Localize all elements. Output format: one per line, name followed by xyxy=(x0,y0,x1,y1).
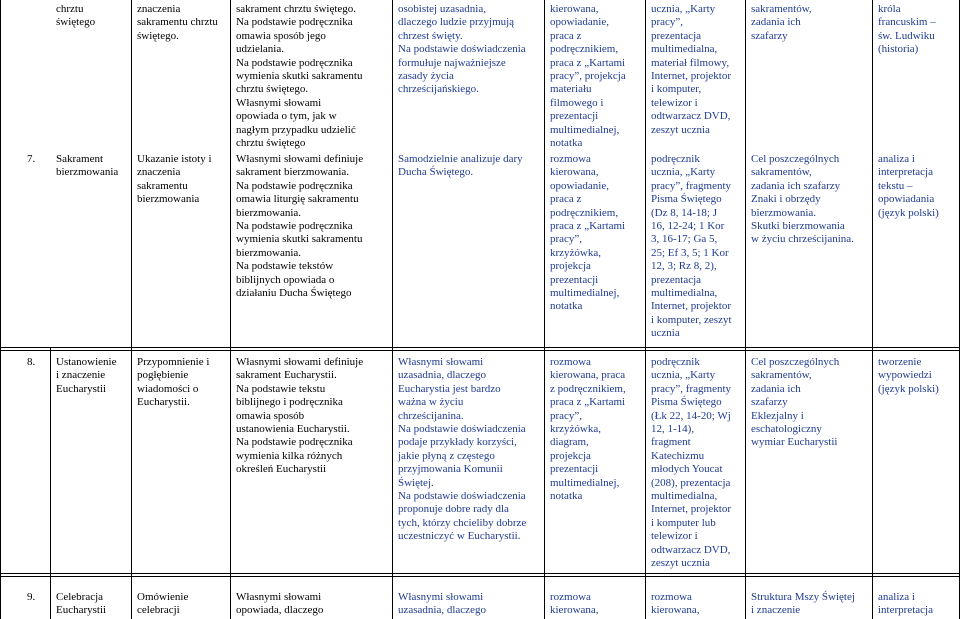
row-9-subject: Celebracja Eucharystii xyxy=(56,591,107,617)
row-7-basic-requirements: Własnymi słowami definiuje sakrament bierzmowania. Na podstawie podręcznika omawia liturgię sakramentu bierzmowania. Na podstawie podręcznika wymienia skutki sakramentu bierzmowania. Na podstawie tekstów biblijnych opowiada o działaniu Ducha Świętego xyxy=(236,153,364,300)
row-7-number: 7. xyxy=(27,153,36,165)
grid-line-vertical xyxy=(131,0,132,619)
row-7-subject: Sakrament bierzmowania xyxy=(56,153,119,179)
row-9-core-curriculum: Struktura Mszy Świętej i znaczenie xyxy=(751,591,855,617)
grid-line-vertical xyxy=(0,0,1,619)
row-8-materials: podręcznik ucznia, „Karty pracy”, fragmenty Pisma Świętego (Łk 22, 14-20; Wj 12, 1-14), fragment Katechizmu młodych Youcat (208), prezentacja multimedialna, Internet, projektor i komputer lub telewizor i odtwarzacz DVD, zeszyt ucznia xyxy=(651,356,732,570)
row-7-core-curriculum: Cel poszczególnych sakramentów, zadania ich szafarzy Znaki i obrzędy bierzmowania. Skutki bierzmowania w życiu chrześcijanina. xyxy=(751,153,854,246)
grid-line-vertical xyxy=(392,0,393,619)
row-8-objective: Przypomnienie i pogłębienie wiadomości o Eucharystii. xyxy=(137,356,210,409)
row-8-core-curriculum: Cel poszczególnych sakramentów, zadania ich szafarzy Eklezjalny i eschatologiczny wymiar Eucharystii xyxy=(751,356,840,449)
row-9-interdisciplinary: analiza i interpretacja xyxy=(878,591,933,617)
row-9-extended-requirements: Własnymi słowami uzasadnia, dlaczego xyxy=(398,591,486,617)
row-8-subject: Ustanowienie i znaczenie Eucharystii xyxy=(56,356,117,395)
grid-line-vertical xyxy=(50,348,51,619)
row-9-number: 9. xyxy=(27,591,36,603)
grid-line-vertical xyxy=(230,0,231,619)
row-a-objective: znaczenia sakramentu chrztu świętego. xyxy=(137,3,218,42)
grid-line-vertical xyxy=(745,0,746,619)
row-9-methods: rozmowa kierowana, xyxy=(550,591,599,617)
row-a-core-curriculum: sakramentów, zadania ich szafarzy xyxy=(751,3,812,42)
grid-line-vertical xyxy=(544,0,545,619)
row-7-interdisciplinary: analiza i interpretacja tekstu – opowiadania (język polski) xyxy=(878,153,939,219)
row-9-basic-requirements: Własnymi słowami opowiada, dlaczego xyxy=(236,591,324,617)
row-7-methods: rozmowa kierowana, opowiadanie, praca z podręcznikiem, praca z „Kartami pracy”, krzyżówka, projekcja prezentacji multimedialnej, notatka xyxy=(550,153,626,313)
row-a-interdisciplinary: króla francuskim – św. Ludwiku (historia) xyxy=(878,3,936,56)
grid-line-vertical xyxy=(645,0,646,619)
grid-line-horizontal xyxy=(0,347,960,348)
row-9-objective: Omówienie celebracji xyxy=(137,591,189,617)
row-8-extended-requirements: Własnymi słowami uzasadnia, dlaczego Eucharystia jest bardzo ważna w życiu chrześcijanina. Na podstawie doświadczenia podaje przykłady korzyści, jakie płyną z częstego przyjmowania Komunii Świętej. Na podstawie doświadczenia proponuje dobre rady dla tych, którzy chcieliby dobrze uczestniczyć w Eucharystii. xyxy=(398,356,527,543)
row-7-extended-requirements: Samodzielnie analizuje dary Ducha Świętego. xyxy=(398,153,523,179)
row-8-number: 8. xyxy=(27,356,36,368)
row-a-methods: kierowana, opowiadanie, praca z podręcznikiem, praca z „Kartami pracy”, projekcja materiału filmowego i prezentacji multimedialnej, notatka xyxy=(550,3,626,150)
grid-line-horizontal xyxy=(0,576,960,577)
grid-line-horizontal xyxy=(0,573,960,574)
row-a-materials: uczniа, „Karty pracy”, prezentacja multimedialna, materiał filmowy, Internet, projektor i komputer, telewizor i odtwarzacz DVD, zeszyt ucznia xyxy=(651,3,732,136)
row-8-basic-requirements: Własnymi słowami definiuje sakrament Eucharystii. Na podstawie tekstu biblijnego i podręcznika omawia sposób ustanowienia Eucharystii. Na podstawie podręcznika wymienia kilka różnych określeń Eucharystii xyxy=(236,356,364,476)
row-7-materials: podręcznik ucznia, „Karty pracy”, fragmenty Pisma Świętego (Dz 8, 14-18; J 16, 12-24; 1 Kor 3, 16-17; Ga 5, 25; Ef 3, 5; 1 Kor 12, 3; Rz 8, 2), prezentacja multimedialna, Internet, projektor i komputer, zeszyt ucznia xyxy=(651,153,732,340)
row-7-objective: Ukazanie istoty i znaczenia sakramentu bierzmowania xyxy=(137,153,212,206)
row-a-subject: chrztu świętego xyxy=(56,3,96,29)
row-8-interdisciplinary: tworzenie wypowiedzi (język polski) xyxy=(878,356,939,395)
row-9-materials: rozmowa kierowana, xyxy=(651,591,700,617)
row-a-basic-requirements: sakrament chrztu świętego. Na podstawie podręcznika omawia sposób jego udzielania. Na podstawie podręcznika wymienia skutki sakramentu chrztu świętego. Własnymi słowami opowiada o tym, jak w nagłym przypadku udzielić chrztu świętego xyxy=(236,3,363,150)
grid-line-vertical xyxy=(872,0,873,619)
row-a-extended-requirements: osobistej uzasadnia, dlaczego ludzie przyjmują chrzest święty. Na podstawie doświadczenia formułuje najważniejsze zasady życia chrześcijańskiego. xyxy=(398,3,526,96)
row-8-methods: rozmowa kierowana, praca z podręcznikiem, praca z „Kartami pracy”, krzyżówka, diagram, projekcja prezentacji multimedialnej, notatka xyxy=(550,356,626,503)
grid-line-horizontal xyxy=(0,350,960,351)
